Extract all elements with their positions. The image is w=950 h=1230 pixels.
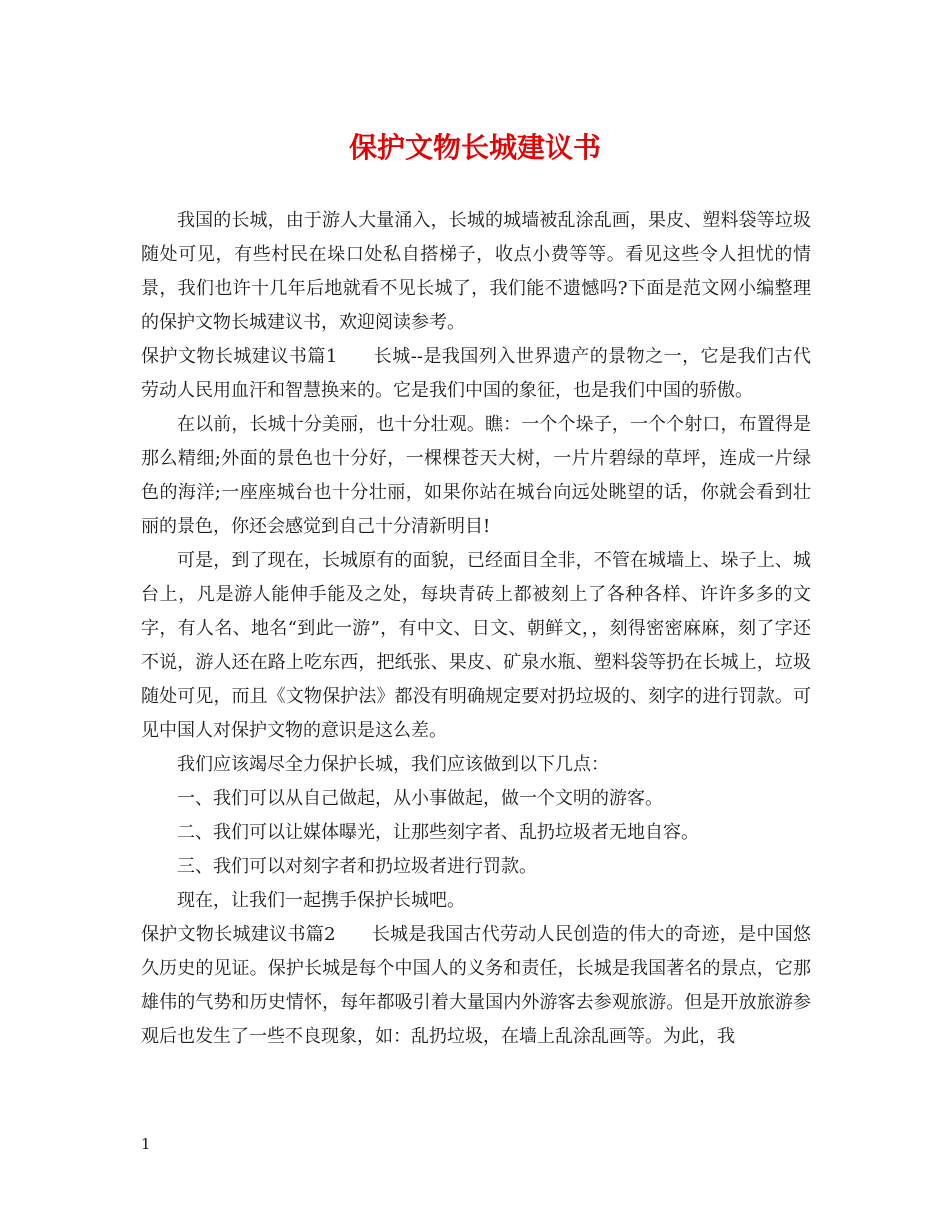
section-2-first-text: 长城是我国古代劳动人民创造的伟大的奇迹，是中国悠久历史的见证。保护长城是每个中国人的义务和责任，长城是我国著名的景点，它那雄伟的气势和历史情怀，每年都吸引着大量国内外游客去参观旅游。但是开放旅游参观后也发生了一些不良现象，如：乱扔垃圾，在墙上乱涂乱画等。为此，我 — [141, 924, 812, 1047]
section-1-heading: 保护文物长城建议书篇1 — [141, 346, 338, 367]
document-body — [141, 204, 811, 1054]
section-1-paragraph — [141, 340, 811, 408]
list-item-3: 三、我们可以对刻字者和扔垃圾者进行罚款。 — [177, 856, 537, 877]
section-2-heading: 保护文物长城建议书篇2 — [141, 924, 336, 945]
section-1-body-paragraph: 我们应该竭尽全力保护长城，我们应该做到以下几点： — [177, 754, 609, 775]
section-1-closing-paragraph: 现在，让我们一起携手保护长城吧。 — [177, 890, 465, 911]
section-2-paragraph — [141, 918, 811, 1054]
section-1-body-paragraph: 可是，到了现在，长城原有的面貌，已经面目全非，不管在城墙上、垛子上、城台上，凡是游人能伸手能及之处，每块青砖上都被刻上了各种各样、许许多多的文字，有人名、地名“到此一游”，有中文、日文、朝鲜文，，刻得密密麻麻，刻了字还不说，游人还在路上吃东西，把纸张、果皮、矿泉水瓶、塑料袋等扔在长城上，垃圾随处可见，而且《文物保护法》都没有明确规定要对扔垃圾的、刻字的进行罚款。可见中国人对保护文物的意识是这么差。 — [141, 550, 811, 741]
section-1-first-text: 长城--是我国列入世界遗产的景物之一，它是我们古代劳动人民用血汗和智慧换来的。它是我们中国的象征，也是我们中国的骄傲。 — [141, 346, 812, 401]
document-title: 保护文物长城建议书 — [348, 131, 601, 164]
list-item-2: 二、我们可以让媒体曝光，让那些刻字者、乱扔垃圾者无地自容。 — [177, 822, 699, 843]
section-1-body-paragraph: 在以前，长城十分美丽，也十分壮观。瞧：一个个垛子，一个个射口，布置得是那么精细;外面的景色也十分好，一棵棵苍天大树，一片片碧绿的草坪，连成一片绿色的海洋;一座座城台也十分壮丽，如果你站在城台向远处眺望的话，你就会看到壮丽的景色，你还会感觉到自己十分清新明目! — [141, 414, 811, 537]
list-item-1: 一、我们可以从自己做起，从小事做起，做一个文明的游客。 — [177, 788, 663, 809]
page-number: 1 — [141, 1135, 151, 1153]
intro-paragraph: 我国的长城，由于游人大量涌入，长城的城墙被乱涂乱画，果皮、塑料袋等垃圾随处可见，有些村民在垛口处私自搭梯子，收点小费等等。看见这些令人担忧的情景，我们也许十几年后地就看不见长城了，我们能不遗憾吗?下面是范文网小编整理的保护文物长城建议书，欢迎阅读参考。 — [141, 210, 811, 333]
